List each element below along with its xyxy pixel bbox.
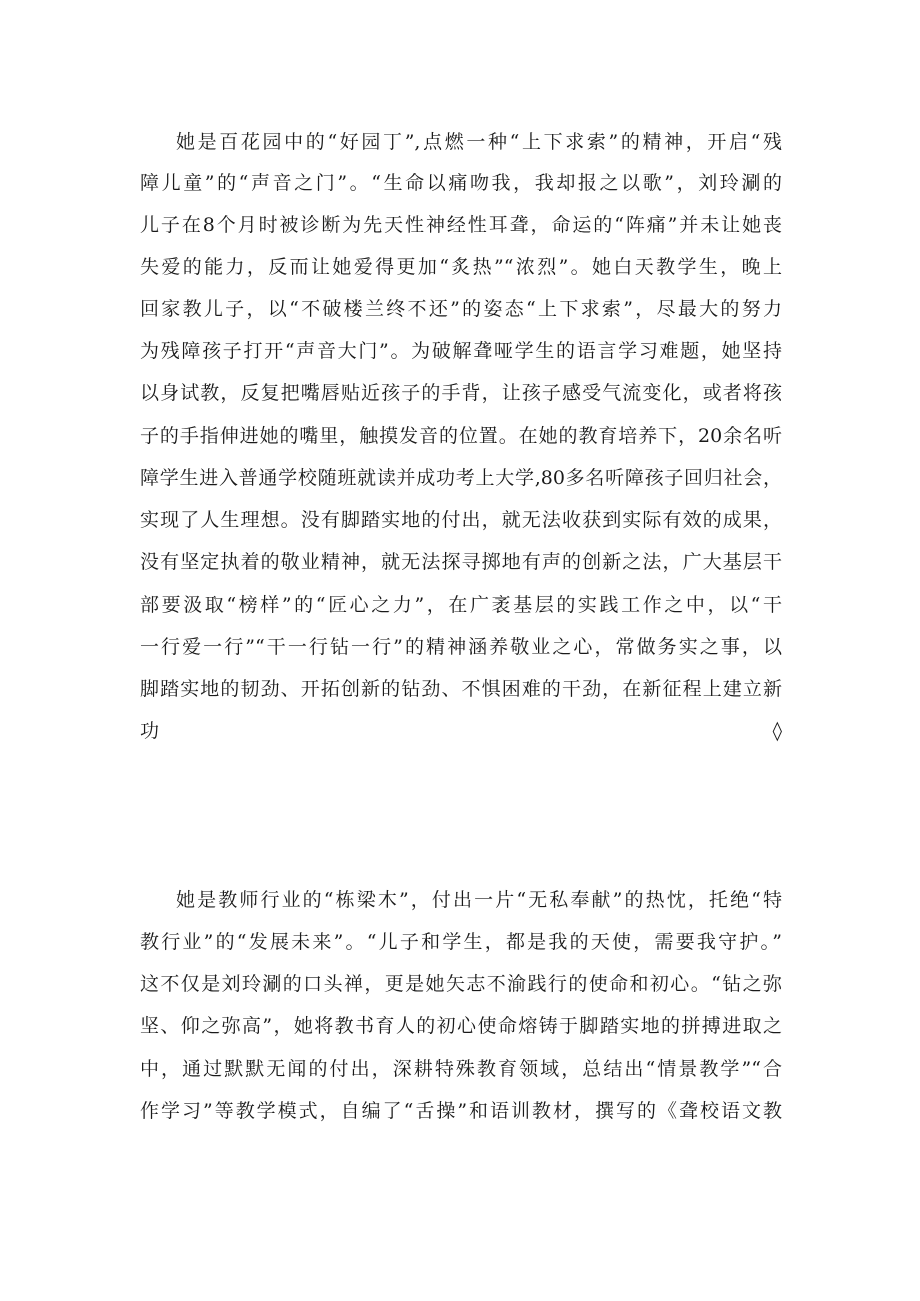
paragraph-line: 障学生进入普通学校随班就读并成功考上大学,80多名听障孩子回归社会，: [140, 467, 782, 489]
paragraph-line: [140, 1133, 782, 1173]
paragraph-line: 儿子在8个月时被诊断为先天性神经性耳聋，命运的“阵痛”并未让她丧: [140, 214, 782, 236]
paragraph-line: 失爱的能力，反而让她爱得更加“炙热”“浓烈”。她白天教学生，晚上: [140, 256, 782, 278]
paragraph-line: 为残障孩子打开“声音大门”。为破解聋哑学生的语言学习难题，她坚持: [140, 340, 782, 362]
paragraph-line: 部要汲取“榜样”的“匠心之力”，在广袤基层的实践工作之中，以“干: [140, 594, 782, 616]
paragraph-line: 她是百花园中的“好园丁”,点燃一种“上下求索”的精神，开启“残: [176, 131, 782, 153]
paragraph-line: 回家教儿子，以“不破楼兰终不还”的姿态“上下求索”，尽最大的努力: [140, 298, 782, 320]
paragraph-line: 坚、仰之弥高”，她将教书育人的初心使命熔铸于脚踏实地的拼搏进取之: [140, 1015, 782, 1037]
paragraph-line: 没有坚定执着的敬业精神，就无法探寻掷地有声的创新之法，广大基层干: [140, 551, 782, 573]
paragraph-line: 子的手指伸进她的嘴里，触摸发音的位置。在她的教育培养下，20余名听: [140, 425, 782, 447]
paragraph-line: 功◊: [140, 720, 782, 742]
paragraph-line: 作学习”等教学模式，自编了“舌操”和语训教材，撰写的《聋校语文教: [140, 1100, 782, 1122]
paragraph-line: 这不仅是刘玲涮的口头禅，更是她矢志不渝践行的使命和初心。“钻之弥: [140, 973, 782, 995]
paragraph-line: 她是教师行业的“栋梁木”，付出一片“无私奉献”的热忱，托绝“特: [176, 889, 782, 911]
paragraph-line: 教行业”的“发展未来”。“儿子和学生，都是我的天使，需要我守护。”: [140, 931, 782, 953]
paragraph-line: 中，通过默默无闻的付出，深耕特殊教育领域，总结出“情景教学”“合: [140, 1058, 782, 1080]
paragraph-line: [140, 753, 782, 793]
paragraph-line: 脚踏实地的韧劲、开拓创新的钻劲、不惧困难的干劲，在新征程上建立新: [140, 678, 782, 700]
paragraph-line: 障儿童”的“声音之门”。“生命以痛吻我，我却报之以歌”，刘玲涮的: [140, 172, 782, 194]
paragraph-line: [140, 796, 782, 836]
paragraph-line: 实现了人生理想。没有脚踏实地的付出，就无法收获到实际有效的成果，: [140, 509, 782, 531]
paragraph-line: 一行爱一行”“干一行钻一行”的精神涵养敬业之心，常做务实之事，以: [140, 636, 782, 658]
paragraph-line: 以身试教，反复把嘴唇贴近孩子的手背，让孩子感受气流变化，或者将孩: [140, 382, 782, 404]
